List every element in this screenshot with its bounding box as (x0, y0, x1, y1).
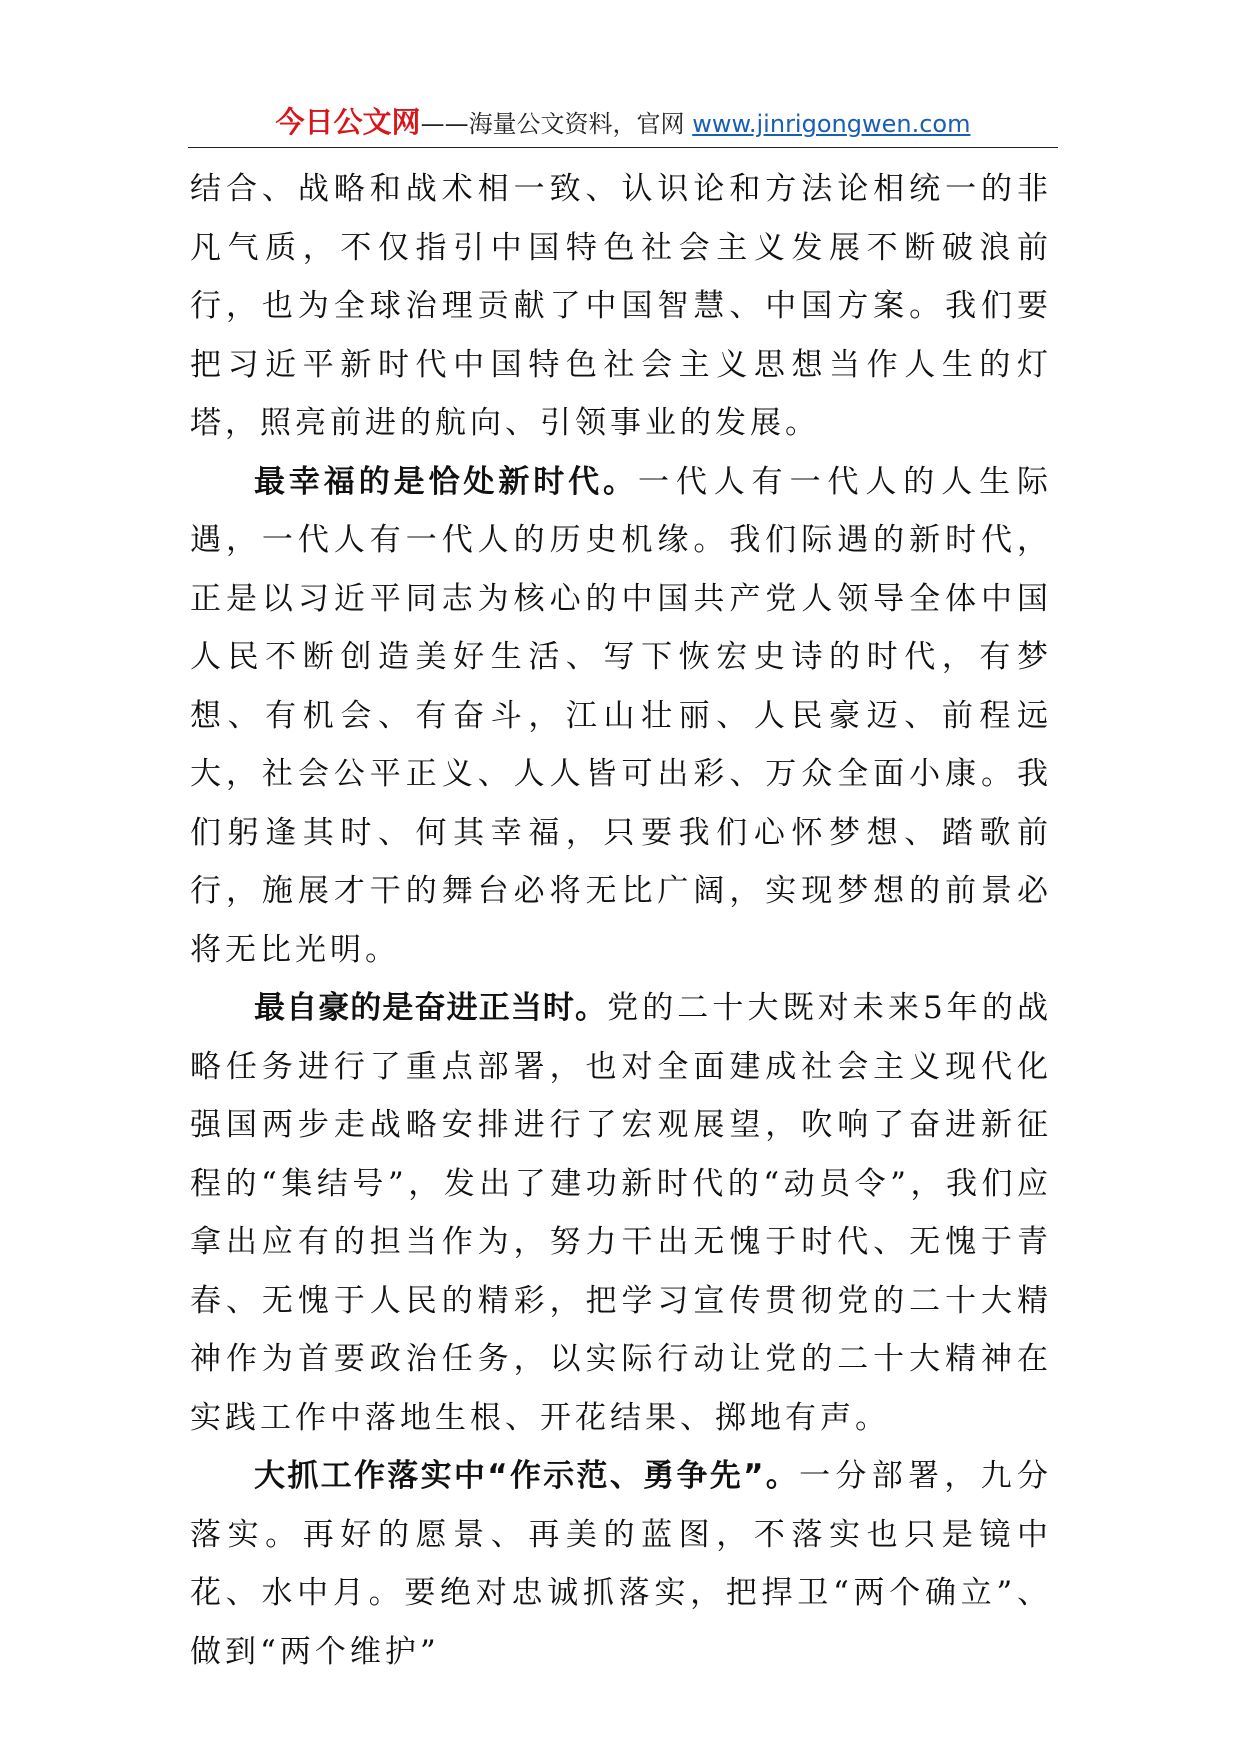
paragraph-lead: 最幸福的是恰处新时代。 (254, 463, 638, 500)
paragraph-lead: 最自豪的是奋进正当时。 (254, 990, 608, 1026)
site-url-link[interactable]: www.jinrigongwen.com (692, 110, 971, 138)
header-divider (188, 147, 1058, 148)
site-name: 今日公文网 (275, 105, 421, 139)
paragraph-text: 党的二十大既对未来5年的战略任务进行了重点部署，也对全面建成社会主义现代化强国两步走战略安排进行了宏观展望，吹响了奋进新征程的“集结号”，发出了建功新时代的“动员令”，我们应拿出应有的担当作为，努力干出无愧于时代、无愧于青春、无愧于人民的精彩，把学习宣传贯彻党的二十大精神作为首要政治任务，以实际行动让党的二十大精神在实践工作中落地生根、开花结果、掷地有声。 (190, 990, 1052, 1436)
page-header (188, 102, 1058, 144)
paragraph-1 (190, 160, 1052, 453)
site-slogan: ——海量公文资料，官网 (420, 110, 693, 138)
paragraph-2 (190, 453, 1052, 980)
paragraph-text: 结合、战略和战术相一致、认识论和方法论相统一的非凡气质，不仅指引中国特色社会主义发展不断破浪前行，也为全球治理贡献了中国智慧、中国方案。我们要把习近平新时代中国特色社会主义思想当作人生的灯塔，照亮前进的航向、引领事业的发展。 (190, 171, 1052, 441)
paragraph-lead: 大抓工作落实中“作示范、勇争先”。 (254, 1458, 800, 1494)
document-body (190, 160, 1052, 1681)
paragraph-3 (190, 979, 1052, 1447)
paragraph-4 (190, 1447, 1052, 1681)
paragraph-text: 一分部署，九分落实。再好的愿景、再美的蓝图，不落实也只是镜中花、水中月。要绝对忠诚抓落实，把捍卫“两个确立”、做到“两个维护” (190, 1458, 1052, 1670)
paragraph-text: 一代人有一代人的人生际遇，一代人有一代人的历史机缘。我们际遇的新时代，正是以习近平同志为核心的中国共产党人领导全体中国人民不断创造美好生活、写下恢宏史诗的时代，有梦想、有机会、有奋斗，江山壮丽、人民豪迈、前程远大，社会公平正义、人人皆可出彩、万众全面小康。我们躬逢其时、何其幸福，只要我们心怀梦想、踏歌前行，施展才干的舞台必将无比广阔，实现梦想的前景必将无比光明。 (190, 463, 1052, 968)
